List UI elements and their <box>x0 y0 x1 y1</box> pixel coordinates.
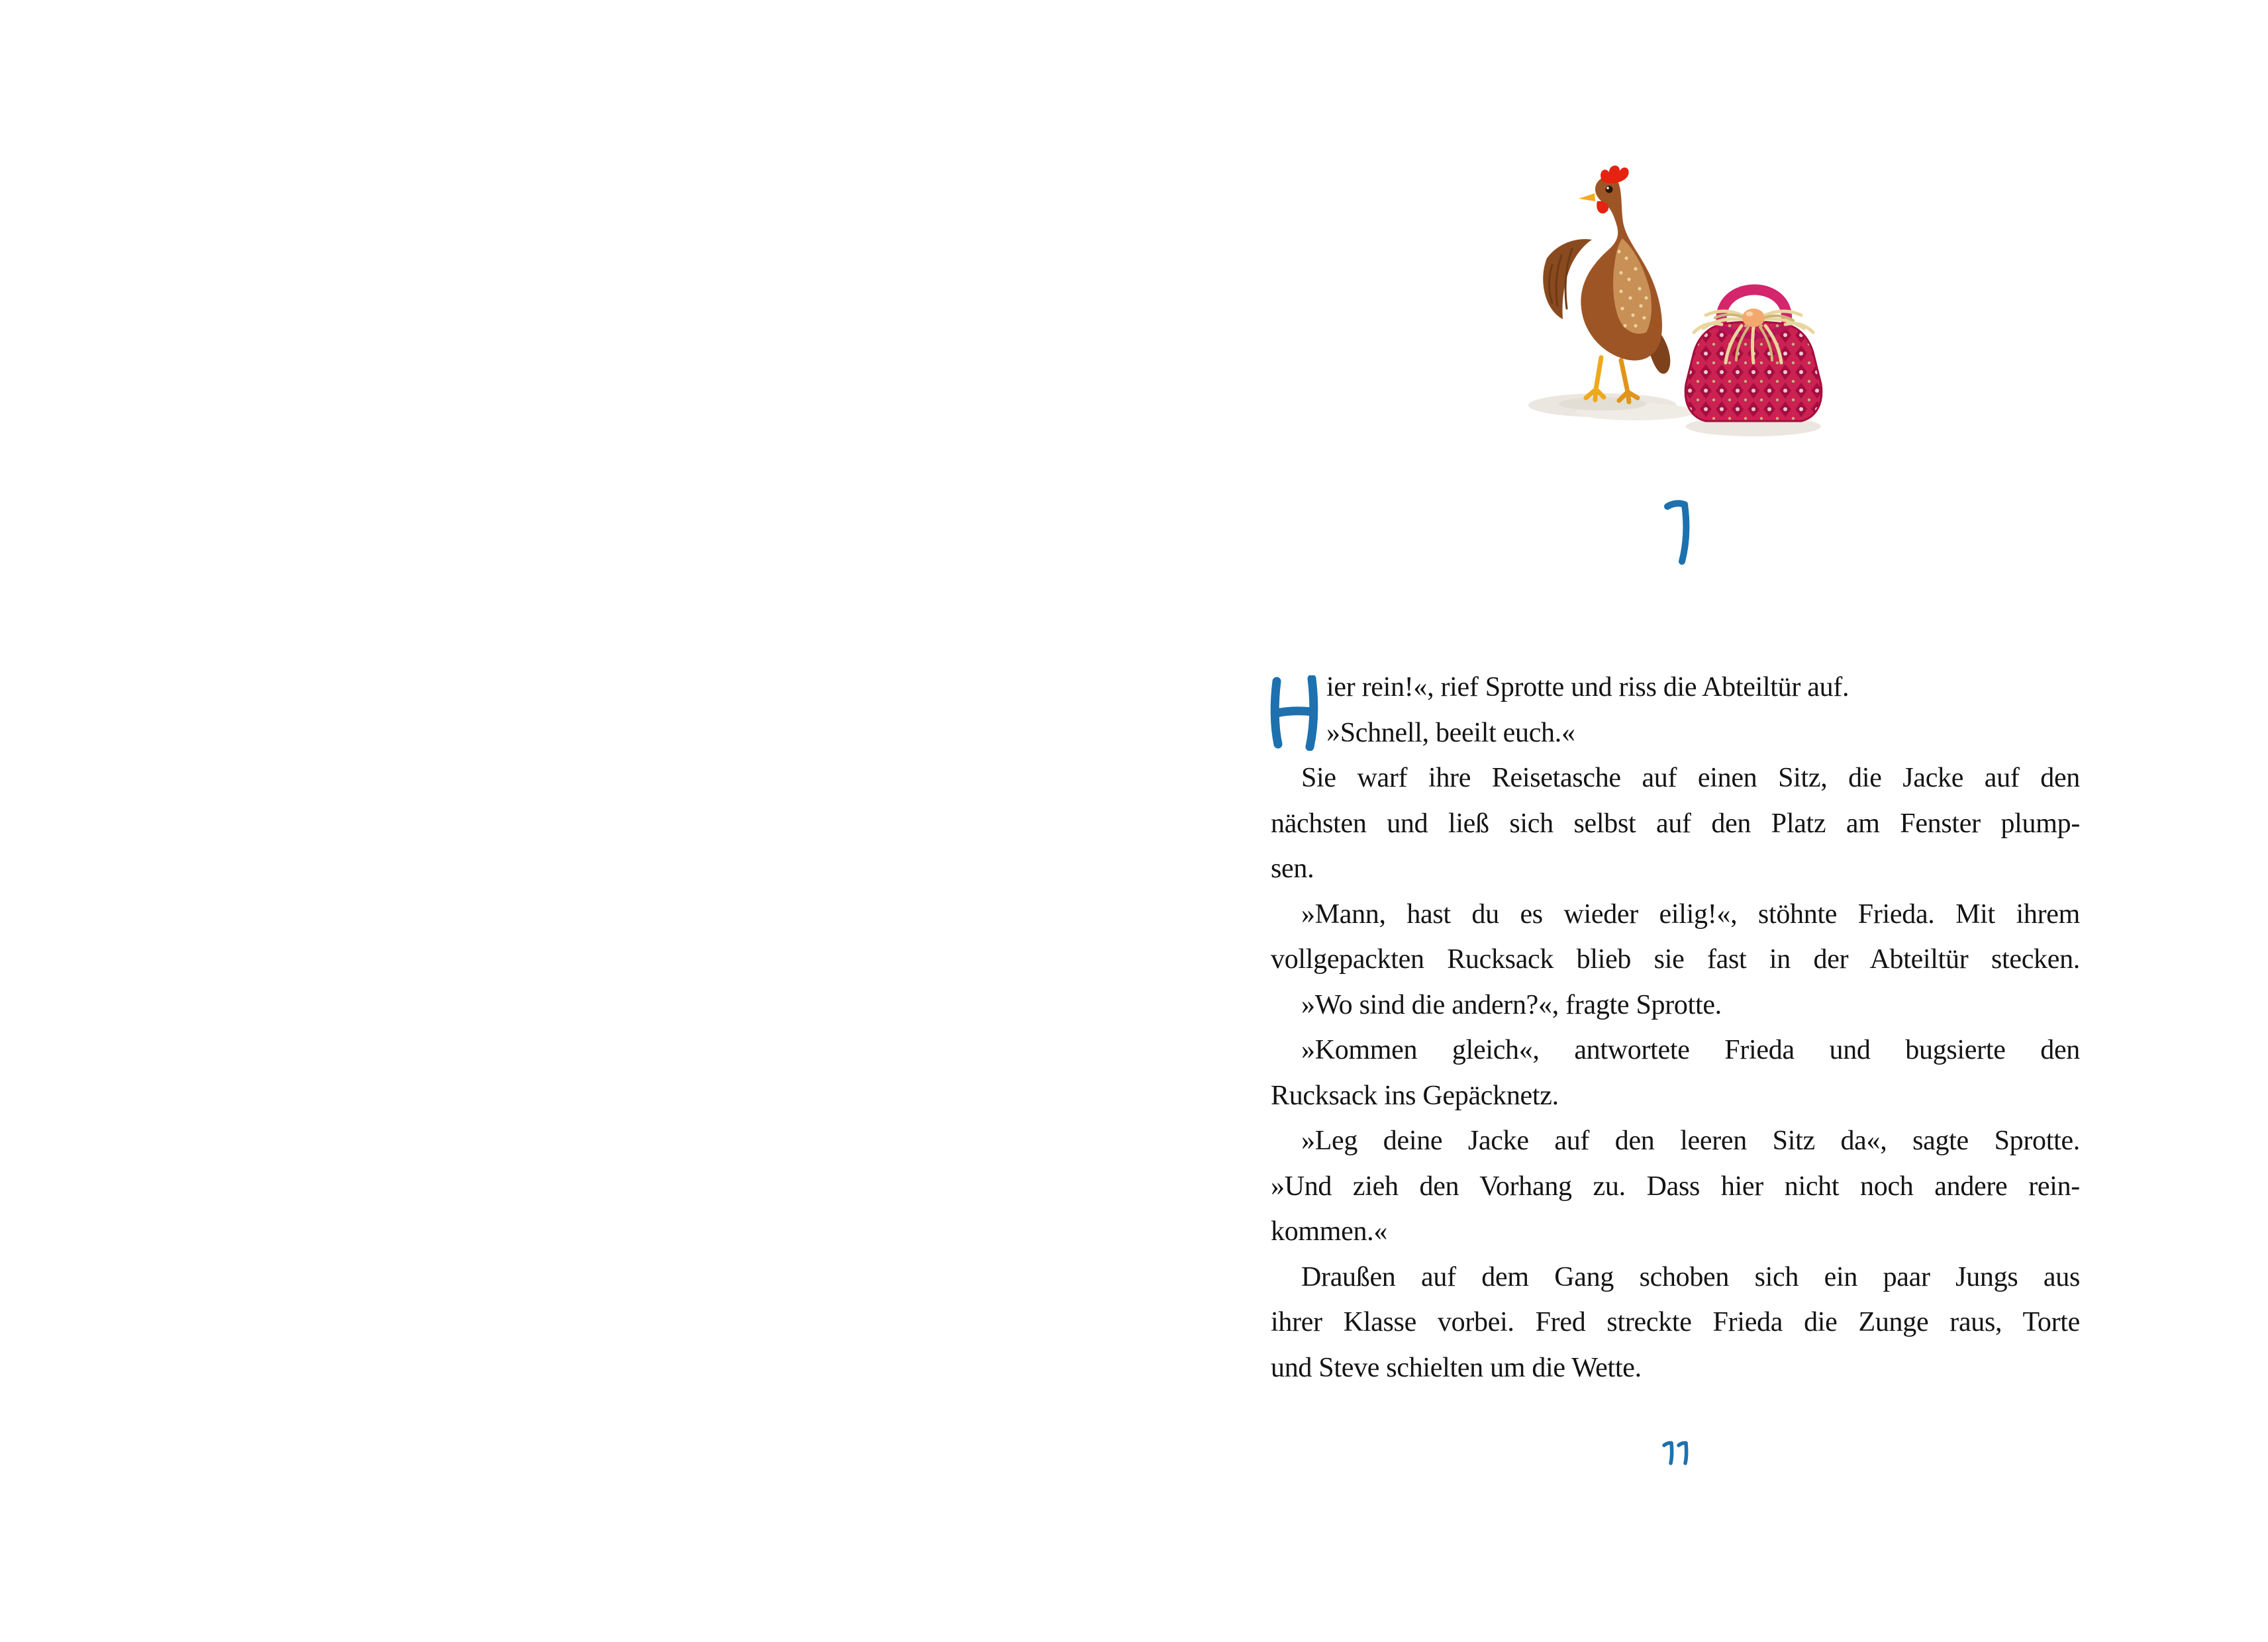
text-line: und Steve schielten um die Wette. <box>1271 1352 1642 1383</box>
hen-and-handbag-illustration <box>1523 159 1841 450</box>
text-line: sen. <box>1271 853 1314 884</box>
page-number <box>1662 1439 1691 1469</box>
text-lines <box>1271 665 2080 1390</box>
text-line: »Leg deine Jacke auf den leeren Sitz da«, sagte Sprotte. <box>1301 1126 2080 1156</box>
egg <box>1742 309 1765 327</box>
text-line: Draußen auf dem Gang schoben sich ein paar Jungs aus <box>1301 1261 2080 1292</box>
chapter-illustration <box>1523 159 1841 450</box>
chicken-illustration <box>1543 166 1670 402</box>
text-line: Rucksack ins Gepäcknetz. <box>1271 1080 1559 1111</box>
text-line: Sie warf ihre Reisetasche auf einen Sitz, die Jacke auf den <box>1301 763 2080 793</box>
chicken-leg <box>1586 358 1604 400</box>
chicken-leg <box>1619 360 1638 402</box>
text-line: nächsten und ließ sich selbst auf den Platz am Fenster plump- <box>1271 808 2080 839</box>
text-line: »Kommen gleich«, antwortete Frieda und bugsierte den <box>1301 1035 2080 1065</box>
handbag-illustration <box>1685 289 1822 421</box>
chicken-comb <box>1601 166 1629 183</box>
chapter-number-glyph <box>1662 499 1691 567</box>
chicken-beak <box>1579 193 1595 201</box>
chicken-eye <box>1606 186 1613 193</box>
text-line: »Mann, hast du es wieder eilig!«, stöhnte Frieda. Mit ihrem <box>1301 898 2080 930</box>
chapter-number <box>1662 499 1691 567</box>
text-block <box>1271 665 2080 1390</box>
text-line: »Schnell, beeilt euch.« <box>1326 717 1575 748</box>
text-line: »Wo sind die andern?«, fragte Sprotte. <box>1301 989 1722 1020</box>
text-line: kommen.« <box>1271 1216 1388 1247</box>
text-line: ier rein!«, rief Sprotte und riss die Abteiltür auf. <box>1326 672 1849 702</box>
page-number-glyph <box>1662 1439 1691 1469</box>
text-line: »Und zieh den Vorhang zu. Dass hier nicht noch andere rein- <box>1271 1171 2080 1202</box>
drop-cap <box>1268 675 1322 751</box>
text-line: vollgepackten Rucksack blieb sie fast in der Abteiltür stecken. <box>1271 944 2080 975</box>
text-line: ihrer Klasse vorbei. Fred streckte Frieda die Zunge raus, Torte <box>1271 1307 2080 1337</box>
